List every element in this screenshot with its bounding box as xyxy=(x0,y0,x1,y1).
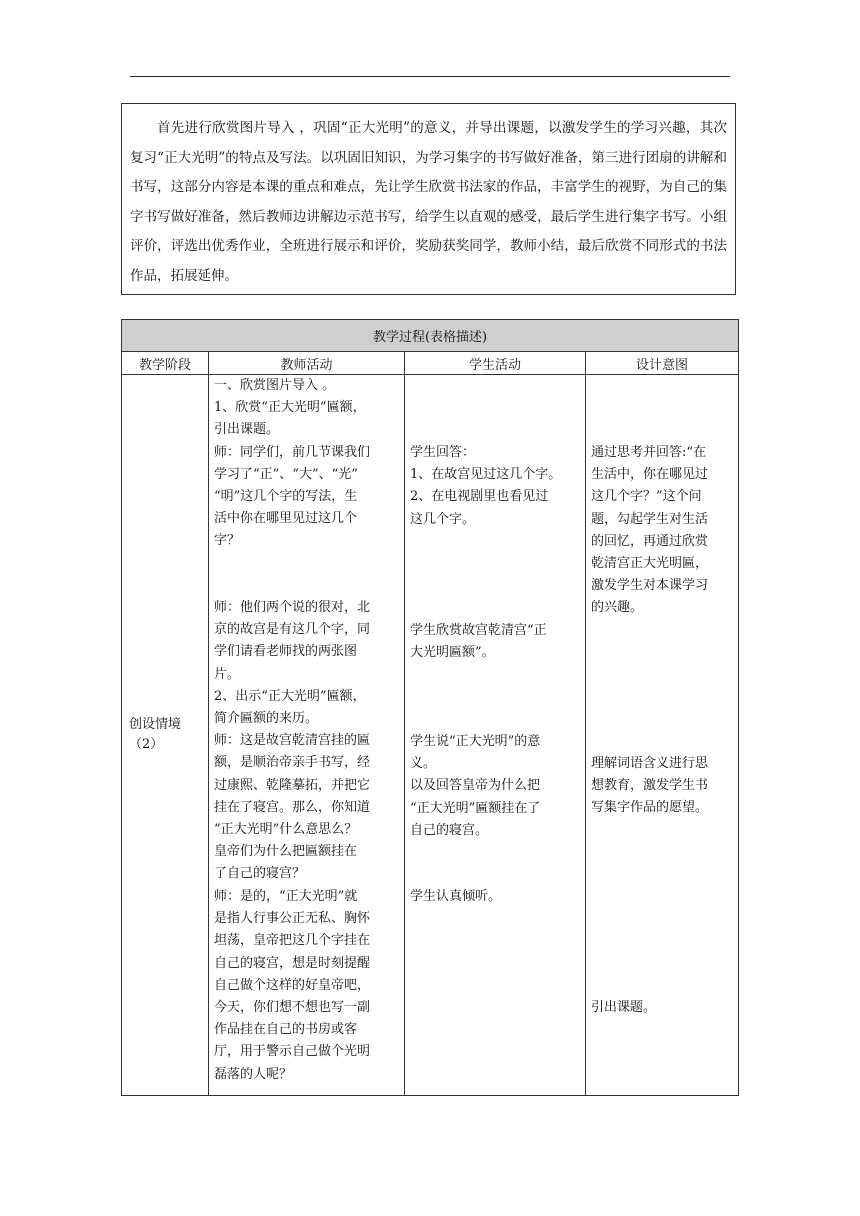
header-rule xyxy=(130,76,730,77)
table-row xyxy=(122,375,739,1096)
header-teacher: 教师活动 xyxy=(209,352,405,375)
teaching-process-table xyxy=(121,319,739,1096)
intent-paragraph: 理解词语含义进行思 想教育，激发学生书 写集字作品的愿望。 xyxy=(591,756,709,816)
student-paragraph: 学生回答： 1、在故宫见过这几个字。 2、在电视剧里也看见过 这几个字。 xyxy=(410,445,562,527)
student-paragraph: 学生说“正大光明”的意 义。 以及回答皇帝为什么把 “正大光明”匾额挂在了 自己的寝宫。 xyxy=(410,734,541,838)
stage-cell xyxy=(122,375,209,1096)
student-paragraph: 学生欣赏故宫乾清宫“正 大光明匾额”。 xyxy=(410,623,547,661)
intro-box xyxy=(121,103,736,295)
intent-paragraph: 通过思考并回答:“在 生活中，你在哪见过 这几个字？”这个问 题，勾起学生对生活 的回忆，再通过欣赏 乾清宫正大光明匾， 激发学生对本课学习 的兴趣。 xyxy=(591,445,709,616)
table-title-row xyxy=(122,320,739,352)
student-paragraph: 学生认真倾听。 xyxy=(410,889,502,904)
header-intent: 设计意图 xyxy=(586,352,739,375)
teacher-paragraph: 师：是的，“正大光明”就 是指人行事公正无私、胸怀 坦荡，皇帝把这几个字挂在 自己的寝宫，想是时刻提醒 自己做个这样的好皇帝吧， 今天，你们想不想也写一副 作品挂在自己的书房或客 厅，用于警示自己做个光明 磊落的人呢？ xyxy=(214,889,371,1082)
header-student: 学生活动 xyxy=(405,352,586,375)
stage-label: 创设情境 （2） xyxy=(129,717,182,752)
teacher-activity-cell xyxy=(209,375,405,1096)
teacher-paragraph: 师：他们两个说的很对，北 京的故宫是有这几个字，同 学们请看老师找的两张图 片。 2、出示“正大光明”匾额， 简介匾额的来历。 师：这是故宫乾清宫挂的匾 额，是顺治帝亲手书写，经 过康熙、乾隆摹拓，并把它 挂在了寝宫。那么，你知道 “正大光明”什么意思么？ 皇帝们为什么把匾额挂在 了自己的寝宫？ xyxy=(214,600,371,882)
header-stage: 教学阶段 xyxy=(122,352,209,375)
intent-paragraph: 引出课题。 xyxy=(591,1000,657,1015)
student-activity-cell xyxy=(405,375,586,1096)
design-intent-cell xyxy=(586,375,739,1096)
intro-paragraph: 首先进行欣赏图片导入 ，巩固“正大光明”的意义，并导出课题，以激发学生的学习兴趣，其次复习“正大光明”的特点及写法。以巩固旧知识，为学习集字的书写做好准备，第三进行团扇的讲解和书写，这部分内容是本课的重点和难点，先让学生欣赏书法家的作品，丰富学生的视野，为自己的集字书写做好准备，然后教师边讲解边示范书写，给学生以直观的感受，最后学生进行集字书写。小组评价，评选出优秀作业，全班进行展示和评价，奖励获奖同学，教师小结，最后欣赏不同形式的书法作品，拓展延伸。 xyxy=(130,120,727,284)
table-title: 教学过程(表格描述) xyxy=(122,320,739,352)
table-header-row xyxy=(122,352,739,375)
teacher-paragraph: 一、欣赏图片导入 。 1、欣赏“正大光明”匾额， 引出课题。 师：同学们，前几节课我们 学习了“正”、“大”、“光” “明”这几个字的写法，生 活中你在哪里见过这几个 字？ xyxy=(214,378,371,549)
